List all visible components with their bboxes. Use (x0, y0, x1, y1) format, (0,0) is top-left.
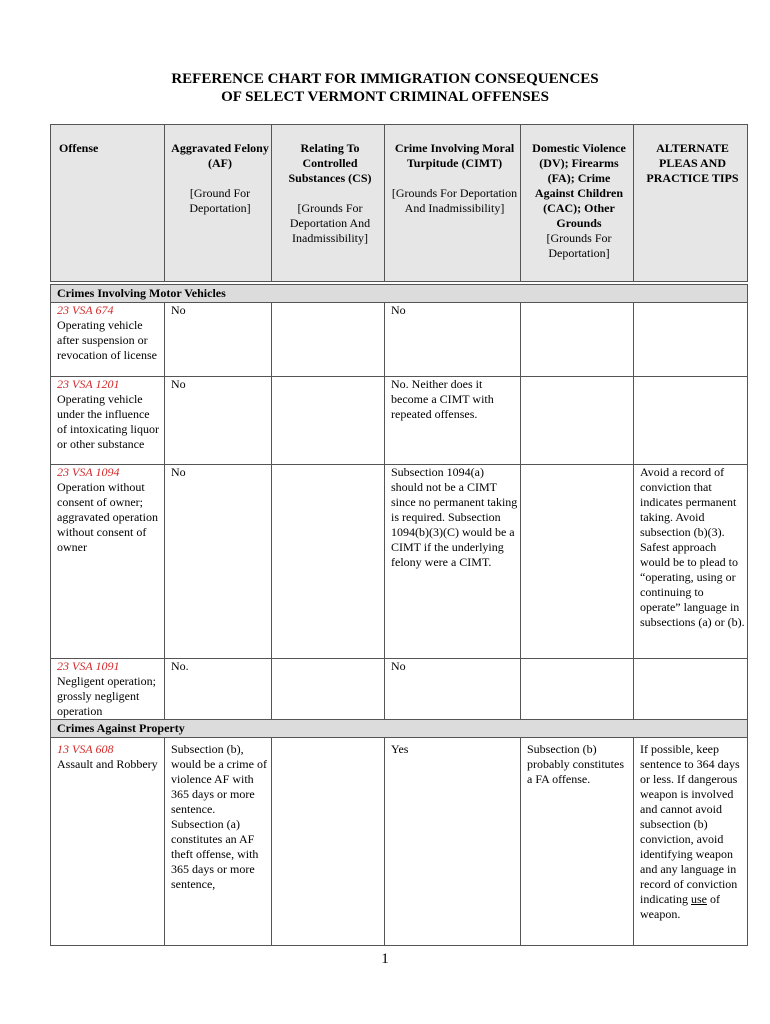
offense-cell (51, 465, 165, 659)
table-row (51, 303, 748, 377)
offense-cell (51, 659, 165, 720)
header-table (50, 124, 748, 282)
header-offense: Offense (51, 125, 165, 282)
tips-cell (634, 659, 748, 720)
page-number: 1 (381, 951, 389, 967)
cimt-cell: Yes (385, 738, 521, 946)
cs-cell (272, 377, 385, 465)
af-cell: No (165, 465, 272, 659)
tips-cell (634, 377, 748, 465)
cs-cell (272, 738, 385, 946)
document-title (0, 70, 770, 106)
cimt-cell: No (385, 659, 521, 720)
offense-desc: Operating vehicle after suspension or revocation of license (57, 318, 157, 362)
cimt-cell: No (385, 303, 521, 377)
header-cs: Relating To Controlled Substances (CS) [Grounds For Deportation And Inadmissibility] (272, 125, 385, 282)
statute-cite: 23 VSA 1091 (57, 659, 120, 673)
offense-cell (51, 303, 165, 377)
dv-cell (521, 659, 634, 720)
cs-cell (272, 659, 385, 720)
header-alt: ALTERNATE PLEAS AND PRACTICE TIPS (634, 125, 748, 282)
section-row (51, 720, 748, 738)
statute-cite: 23 VSA 1201 (57, 377, 120, 391)
section-row (51, 285, 748, 303)
table-row (51, 377, 748, 465)
tips-cell (634, 303, 748, 377)
offense-desc: Assault and Robbery (57, 757, 158, 771)
dv-cell (521, 377, 634, 465)
statute-cite: 23 VSA 674 (57, 303, 114, 317)
section-motor-vehicles: Crimes Involving Motor Vehicles (51, 285, 748, 303)
cs-cell (272, 465, 385, 659)
header-af: Aggravated Felony (AF) [Ground For Deportation] (165, 125, 272, 282)
cimt-cell: No. Neither does it become a CIMT with repeated offenses. (385, 377, 521, 465)
offense-cell (51, 738, 165, 946)
statute-cite: 13 VSA 608 (57, 742, 114, 756)
dv-cell (521, 465, 634, 659)
table-row (51, 465, 748, 659)
af-cell: Subsection (b), would be a crime of violence AF with 365 days or more sentence. Subsection (a) constitutes an AF theft offense, with 365 days or more sentence, (165, 738, 272, 946)
section-property: Crimes Against Property (51, 720, 748, 738)
title-line-2: OF SELECT VERMONT CRIMINAL OFFENSES (221, 89, 549, 105)
offense-desc: Operation without consent of owner; aggravated operation without consent of owner (57, 480, 158, 554)
header-cimt: Crime Involving Moral Turpitude (CIMT) [Grounds For Deportation And Inadmissibility] (385, 125, 521, 282)
af-cell: No. (165, 659, 272, 720)
tips-cell: If possible, keep sentence to 364 days or less. If dangerous weapon is involved and cannot avoid subsection (b) conviction, avoid identifying weapon and any language in record of conviction indicating use of weapon. (634, 738, 748, 946)
af-cell: No (165, 303, 272, 377)
offense-desc: Operating vehicle under the influence of intoxicating liquor or other substance (57, 392, 159, 451)
af-cell: No (165, 377, 272, 465)
offense-cell (51, 377, 165, 465)
dv-cell (521, 303, 634, 377)
offense-desc: Negligent operation; grossly negligent operation (57, 674, 156, 718)
header-row (51, 125, 748, 282)
cs-cell (272, 303, 385, 377)
offenses-table (50, 284, 748, 946)
cimt-cell: Subsection 1094(a) should not be a CIMT since no permanent taking is required. Subsection 1094(b)(3)(C) would be a CIMT if the underlying felony were a CIMT. (385, 465, 521, 659)
statute-cite: 23 VSA 1094 (57, 465, 120, 479)
tips-cell: Avoid a record of conviction that indicates permanent taking. Avoid subsection (b)(3). Safest approach would be to plead to “operating, using or continuing to operate” language in subsections (a) or (b). (634, 465, 748, 659)
table-row (51, 738, 748, 946)
dv-cell: Subsection (b) probably constitutes a FA offense. (521, 738, 634, 946)
table-row (51, 659, 748, 720)
header-dv: Domestic Violence (DV); Firearms (FA); Crime Against Children (CAC); Other Grounds [Grounds For Deportation] (521, 125, 634, 282)
title-line-1: REFERENCE CHART FOR IMMIGRATION CONSEQUENCES (171, 71, 599, 87)
